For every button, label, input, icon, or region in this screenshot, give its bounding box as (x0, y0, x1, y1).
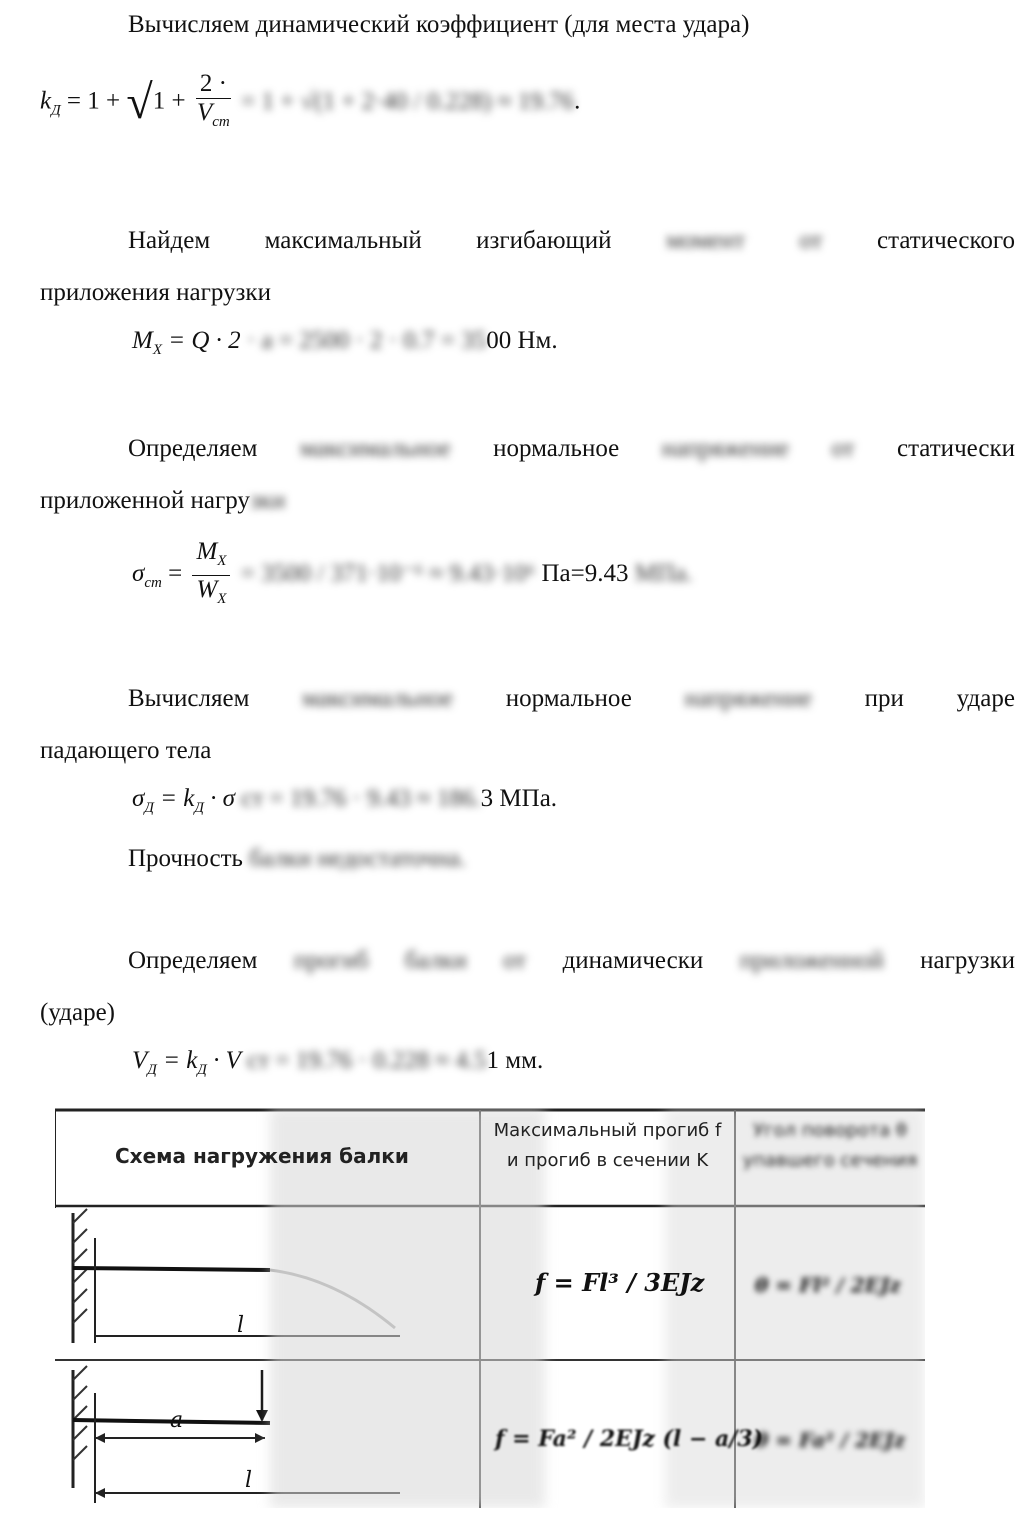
eq3-tail-blurred: МПа. (634, 560, 693, 588)
equation-impact-stress (132, 784, 557, 823)
eq3-num-subscript: X (217, 553, 227, 569)
word: максимальный (264, 227, 422, 254)
header-text: Угол поворота θ упавшего сечения (742, 1120, 918, 1171)
formula-row2 (495, 1426, 763, 1452)
word-blurred: максимальное (302, 685, 453, 712)
eq1-inner: 1 + (152, 87, 186, 115)
eq1-denominator: V (196, 99, 213, 126)
equation-deflection (132, 1046, 543, 1085)
paragraph-strength (128, 844, 466, 874)
paragraph-line2: приложения нагрузки (40, 279, 271, 306)
eq2-blurred: · a = 2500 · 2 · 0.7 = 35 (246, 327, 487, 354)
dim-label-a: a (170, 1408, 184, 1433)
formula-text: f = Fa² / 2EJz (l − a/3) (495, 1426, 764, 1452)
paragraph-line2: падающего тела (40, 737, 212, 764)
word: Определяем (128, 435, 258, 462)
word-blurred: приложенной (739, 947, 884, 974)
word: изгибающий (476, 227, 612, 254)
eq3-tail: Па=9.43 (541, 560, 629, 588)
angle-row1 (755, 1273, 901, 1297)
paragraph-text: Прочность (128, 845, 243, 872)
equation-moment (132, 326, 558, 365)
eq4-visible: = k (160, 785, 195, 812)
equation-kd (40, 70, 580, 150)
formula-text: f = Fl³ / 3EJz (535, 1268, 705, 1297)
paragraph-max-moment (40, 226, 1015, 308)
sigma-subscript: ст (144, 575, 162, 592)
eq3-den-subscript: X (217, 591, 227, 607)
paragraph-line2: приложенной нагру (40, 487, 250, 514)
word-blurred: от (831, 435, 855, 462)
equation-static-stress (132, 538, 692, 608)
eq5-visible: = k (163, 1047, 198, 1074)
word-blurred: напряжение (661, 435, 790, 462)
eq5-k-subscript: Д (197, 1062, 207, 1078)
eq4-blurred: ст = 19.76 · 9.43 ≈ 186. (241, 785, 481, 812)
angle-text: θ = Fa² / 2EJz (755, 1428, 906, 1452)
angle-text: θ = Fl² / 2EJz (755, 1273, 901, 1297)
eq1-plus: = 1 + (66, 87, 121, 115)
table-header-deflection (485, 1116, 730, 1176)
sigma-d-subscript: Д (144, 800, 154, 816)
word-blurred: момент (665, 227, 746, 254)
vd-subscript: Д (147, 1062, 157, 1078)
eq5-blurred: ст = 19.76 · 0.228 ≈ 4.5 (247, 1047, 487, 1074)
eq3-blurred: = 3500 / 371·10⁻⁶ ≈ 9.43·10⁶ (240, 560, 536, 588)
header-text: Схема нагружения балки (115, 1144, 409, 1168)
word: нормальное (505, 685, 632, 712)
word: Вычисляем (128, 685, 250, 712)
equals-sign: = (168, 560, 183, 588)
word-blurred: балки (404, 947, 467, 974)
word: статически (896, 435, 1015, 462)
eq1-blurred: = 1 + √(1 + 2·40 / 0.228) ≈ 19.76 (241, 87, 575, 115)
word-blurred: напряжение (684, 685, 812, 712)
word-blurred: прогиб (293, 947, 369, 974)
paragraph-line2-blurred: зки (249, 487, 286, 514)
reference-table (55, 1108, 925, 1508)
kd-symbol: k (40, 87, 52, 115)
paragraph-blurred: балки недостаточна. (249, 845, 466, 872)
table-header-angle (740, 1116, 920, 1176)
dim-label-l: l (237, 1313, 245, 1338)
sigma-symbol: σ (132, 560, 145, 588)
word: при (864, 685, 904, 712)
paragraph-deflection (40, 946, 1015, 1028)
eq1-den-subscript: ст (212, 114, 230, 130)
header-text: Максимальный прогиб f и прогиб в сечении K (493, 1120, 722, 1171)
paragraph-line2: (ударе) (40, 999, 115, 1026)
eq4-k-subscript: Д (194, 800, 204, 816)
eq3-numerator: M (196, 538, 218, 565)
table-header-scheme (115, 1144, 409, 1168)
mx-subscript: X (152, 342, 162, 358)
eq5-dot: · V (213, 1047, 241, 1074)
eq4-dot: · σ (210, 785, 235, 812)
eq1-end: . (574, 87, 581, 115)
mx-symbol: M (132, 327, 153, 354)
paragraph-impact-stress (40, 684, 1015, 766)
eq3-denominator: W (196, 576, 218, 603)
eq2-visible: = Q · 2 (168, 327, 241, 354)
formula-row1 (535, 1268, 704, 1297)
word-blurred: от (799, 227, 823, 254)
word-blurred: от (503, 947, 527, 974)
word: нагрузки (920, 947, 1015, 974)
paragraph-static-stress (40, 434, 1015, 516)
angle-row2 (755, 1428, 905, 1452)
word-blurred: максимальное (299, 435, 451, 462)
sigma-d-symbol: σ (132, 785, 145, 812)
vd-symbol: V (132, 1047, 148, 1074)
eq5-tail: 1 мм. (486, 1047, 544, 1074)
sqrt-icon: √ (126, 76, 153, 129)
eq4-tail: 3 МПа. (480, 785, 558, 812)
eq2-tail: 00 Нм. (486, 327, 558, 354)
eq1-fraction (196, 70, 231, 136)
word: динамически (562, 947, 704, 974)
paragraph-text: Вычисляем динамический коэффициент (для места удара) (128, 11, 750, 38)
eq1-numerator: 2 · (196, 70, 231, 99)
paragraph-dynamic-coefficient (128, 10, 749, 40)
word: Определяем (128, 947, 258, 974)
word: статического (877, 227, 1015, 254)
kd-subscript: Д (51, 102, 61, 119)
eq3-fraction (192, 538, 230, 613)
word: нормальное (493, 435, 620, 462)
dim-label-l2: l (245, 1468, 253, 1493)
word: Найдем (128, 227, 211, 254)
word: ударе (956, 685, 1015, 712)
